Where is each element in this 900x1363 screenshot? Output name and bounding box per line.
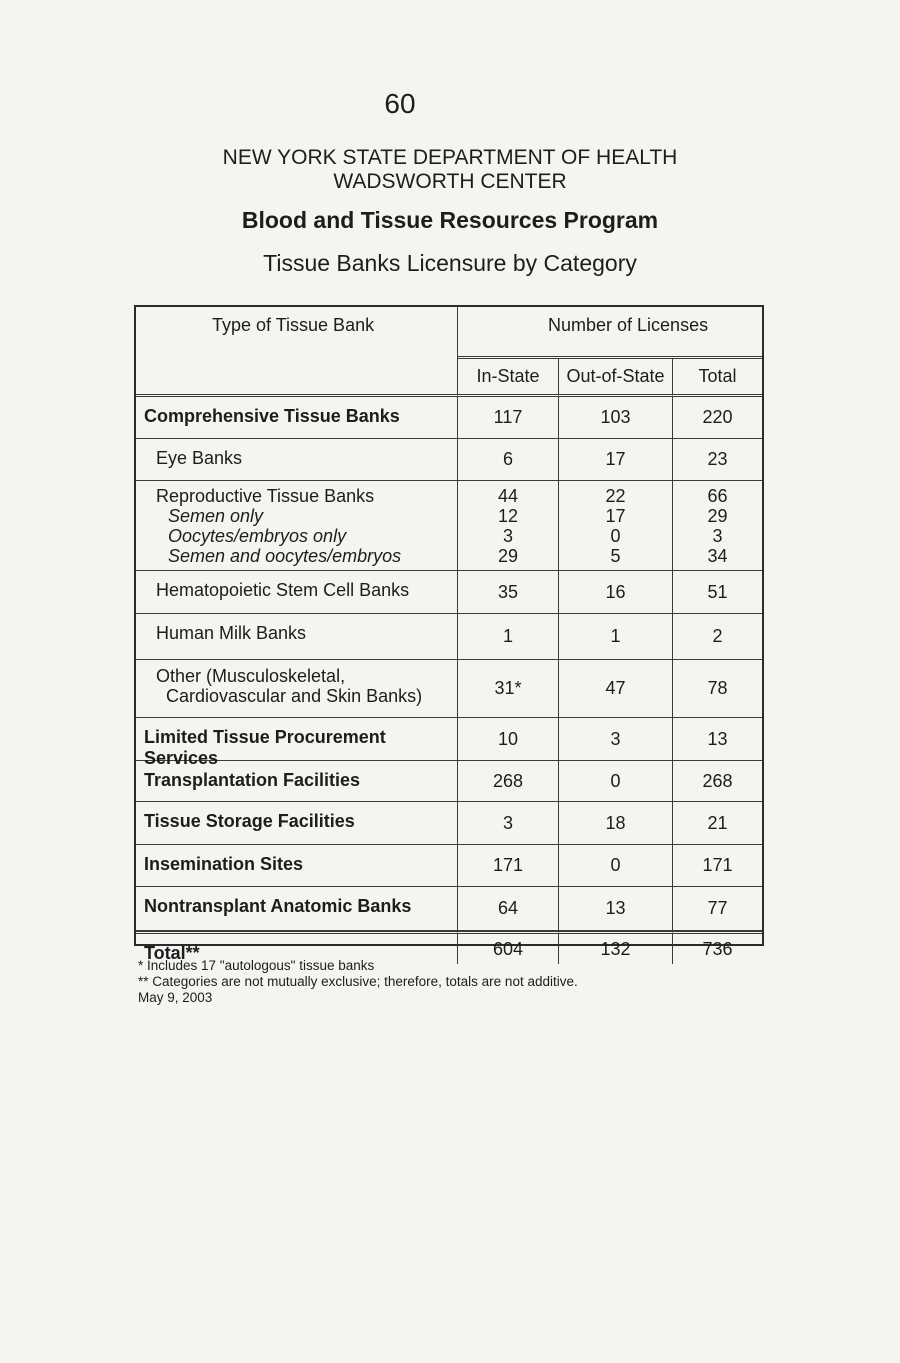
cell-out-of-state: 0 bbox=[559, 845, 673, 887]
cell-out-of-state: 3 bbox=[559, 718, 673, 761]
row-label: Other (Musculoskeletal, bbox=[156, 666, 346, 686]
row-label: Eye Banks bbox=[136, 439, 458, 481]
cell-out-of-state: 5 bbox=[610, 546, 621, 566]
column-header-type: Type of Tissue Bank bbox=[136, 307, 458, 397]
cell-in-state: 3 bbox=[502, 526, 513, 546]
cell-grand-total: 736 bbox=[673, 931, 762, 964]
row-label-group bbox=[136, 481, 458, 571]
row-label: Nontransplant Anatomic Banks bbox=[136, 887, 458, 931]
cell-out-of-state: 13 bbox=[559, 887, 673, 931]
cell-in-state: 44 bbox=[497, 486, 519, 506]
licensure-table bbox=[134, 305, 764, 963]
cell-out-of-state: 18 bbox=[559, 802, 673, 845]
cell-in-state: 268 bbox=[458, 761, 559, 802]
cell-in-state: 35 bbox=[458, 571, 559, 614]
cell-in-state: 12 bbox=[497, 506, 519, 526]
cell-in-state: 171 bbox=[458, 845, 559, 887]
cell-in-state: 31* bbox=[458, 660, 559, 718]
row-label: Transplantation Facilities bbox=[136, 761, 458, 802]
row-label: Tissue Storage Facilities bbox=[136, 802, 458, 845]
cell-out-of-state: 16 bbox=[559, 571, 673, 614]
cell-in-state: 117 bbox=[458, 397, 559, 439]
footnotes bbox=[138, 958, 578, 1006]
cell-in-state-total: 604 bbox=[458, 931, 559, 964]
footnote-autologous: * Includes 17 "autologous" tissue banks bbox=[138, 958, 375, 973]
table-title: Tissue Banks Licensure by Category bbox=[263, 250, 637, 276]
cell-total: 77 bbox=[673, 887, 762, 931]
row-label-continued: Cardiovascular and Skin Banks) bbox=[166, 686, 423, 706]
cell-in-state: 29 bbox=[497, 546, 519, 566]
cell-out-of-state: 47 bbox=[559, 660, 673, 718]
cell-in-state: 3 bbox=[458, 802, 559, 845]
cell-total: 21 bbox=[673, 802, 762, 845]
cell-in-state: 10 bbox=[458, 718, 559, 761]
cell-total: 51 bbox=[673, 571, 762, 614]
cell-total: 171 bbox=[673, 845, 762, 887]
cell-group-in-state bbox=[458, 481, 559, 571]
sub-row-label: Semen and oocytes/embryos bbox=[168, 546, 402, 566]
program-title: Blood and Tissue Resources Program bbox=[241, 207, 659, 233]
cell-out-of-state-total: 132 bbox=[559, 931, 673, 964]
cell-total: 34 bbox=[707, 546, 728, 566]
subheader-in-state: In-State bbox=[458, 359, 559, 397]
sub-row-label: Oocytes/embryos only bbox=[168, 526, 347, 546]
sub-row-label: Semen only bbox=[168, 506, 264, 526]
subheader-out-of-state: Out-of-State bbox=[559, 359, 673, 397]
cell-out-of-state: 22 bbox=[605, 486, 626, 506]
cell-out-of-state: 17 bbox=[605, 506, 626, 526]
cell-in-state: 1 bbox=[458, 614, 559, 660]
row-label: Hematopoietic Stem Cell Banks bbox=[136, 571, 458, 614]
cell-out-of-state: 0 bbox=[610, 526, 621, 546]
row-label-group bbox=[136, 660, 458, 718]
cell-out-of-state: 17 bbox=[559, 439, 673, 481]
total-row-label: Total** bbox=[136, 931, 458, 964]
cell-total: 13 bbox=[673, 718, 762, 761]
cell-total: 23 bbox=[673, 439, 762, 481]
cell-out-of-state: 1 bbox=[559, 614, 673, 660]
cell-group-out-of-state bbox=[559, 481, 673, 571]
department-name: NEW YORK STATE DEPARTMENT OF HEALTH bbox=[222, 146, 678, 169]
column-header-number: Number of Licenses bbox=[458, 307, 762, 359]
cell-total: 29 bbox=[707, 506, 728, 526]
cell-in-state: 6 bbox=[458, 439, 559, 481]
subheader-total: Total bbox=[673, 359, 762, 397]
row-label: Reproductive Tissue Banks bbox=[156, 486, 375, 506]
cell-total: 268 bbox=[673, 761, 762, 802]
page-number: 60 bbox=[384, 88, 416, 119]
cell-total: 3 bbox=[712, 526, 723, 546]
cell-total: 220 bbox=[673, 397, 762, 439]
document-date: May 9, 2003 bbox=[138, 990, 213, 1005]
cell-out-of-state: 103 bbox=[559, 397, 673, 439]
cell-out-of-state: 0 bbox=[559, 761, 673, 802]
cell-group-total bbox=[673, 481, 762, 571]
cell-total: 78 bbox=[673, 660, 762, 718]
cell-total: 66 bbox=[707, 486, 728, 506]
row-label: Human Milk Banks bbox=[136, 614, 458, 660]
department-header bbox=[0, 146, 900, 194]
row-label: Limited Tissue Procurement Services bbox=[136, 718, 458, 761]
row-label: Comprehensive Tissue Banks bbox=[136, 397, 458, 439]
center-name: WADSWORTH CENTER bbox=[333, 170, 567, 193]
cell-total: 2 bbox=[673, 614, 762, 660]
row-label: Insemination Sites bbox=[136, 845, 458, 887]
cell-in-state: 64 bbox=[458, 887, 559, 931]
footnote-categories: ** Categories are not mutually exclusive; therefore, totals are not additive. bbox=[138, 974, 578, 989]
